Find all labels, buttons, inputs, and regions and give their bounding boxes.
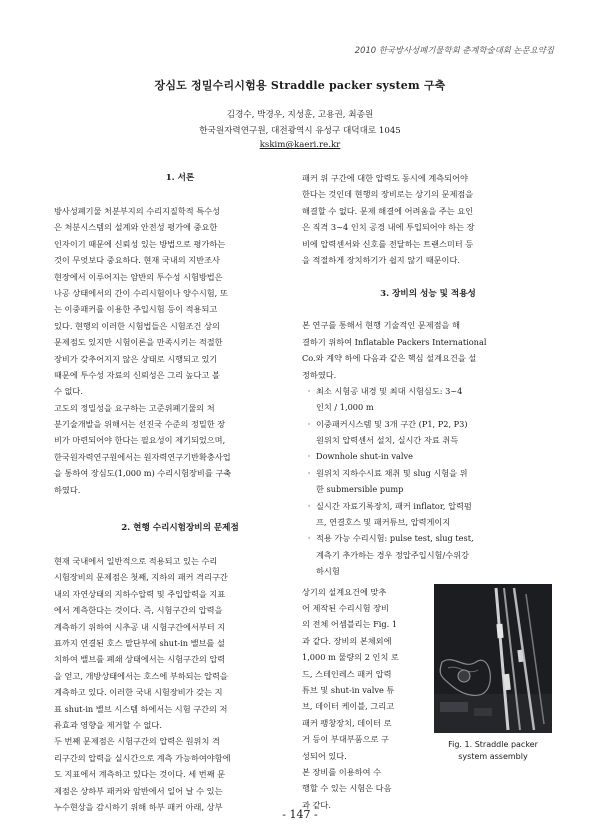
- text-line: 상기의 설계요건에 맞추: [302, 586, 387, 597]
- bullet-line: 인치 / 1,000 m: [316, 402, 374, 413]
- right-column: [302, 170, 554, 813]
- bullet-text: [316, 498, 472, 531]
- text-line: 을 통하여 장심도(1,000 m) 수리시험장비를 구축: [54, 468, 232, 479]
- text-line: 과 같다. 장비의 본체외에: [302, 635, 392, 646]
- text-line: 패커 팽창장치, 데이터 로: [302, 717, 392, 728]
- text-line: 고도의 정밀성을 요구하는 고준위폐기물의 처: [54, 402, 215, 413]
- intro-paragraph-2: [54, 400, 306, 498]
- requirement-bullet: [302, 498, 554, 531]
- text-line: 정하였다.: [302, 369, 337, 380]
- text-line: 방사성폐기물 처분부지의 수리지질학적 특수성: [54, 206, 220, 216]
- affiliation: 한국원자력연구원, 대전광역시 유성구 대덕대로 1045: [199, 126, 401, 136]
- performance-paragraph-1: [302, 317, 554, 383]
- text-line: 리구간의 압력을 실시간으로 계측 가능하여야함에: [54, 752, 231, 763]
- text-line: 거 등이 부대부품으로 구: [302, 734, 389, 745]
- text-line: 도 지표에서 계측하고 있다는 것이다. 세 번째 문: [54, 769, 226, 780]
- bullet-line: 원위치 지하수시료 채취 및 slug 시험을 위: [316, 467, 468, 478]
- problems-paragraph-1: [54, 553, 306, 733]
- text-line: 분기술개발을 위해서는 선진국 수준의 정밀한 장: [54, 419, 226, 430]
- text-line: 치하여 밸브를 폐쇄 상태에서는 시험구간의 압력: [54, 654, 226, 665]
- text-line: 본 연구를 통해서 현행 기술적인 문제점을 해: [302, 320, 460, 331]
- text-line: 있다. 현행의 이러한 시험법들은 시험조건 상의: [54, 320, 220, 331]
- text-line: 표 shut-in 밸브 시스템 하에서는 시험 구간의 저: [54, 703, 228, 714]
- text-line: 수 없다.: [54, 386, 83, 397]
- bullet-dot-icon: ·: [307, 467, 311, 478]
- text-line: 장비가 갖추어지지 않은 상태로 시행되고 있기: [54, 353, 218, 364]
- text-line: 하였다.: [54, 484, 81, 495]
- requirement-bullet: [302, 383, 554, 416]
- bullet-dot-icon: ·: [307, 500, 311, 511]
- text-line: 은 처분시스템의 설계와 안전성 평가에 중요한: [54, 222, 218, 233]
- bullet-text: [316, 448, 413, 464]
- text-line: 류효과 영향을 제거할 수 없다.: [54, 719, 162, 730]
- bullet-line: 이중패커시스템 및 3개 구간 (P1, P2, P3): [316, 418, 468, 429]
- text-line: 계측하기 위하여 시추공 내 시험구간에서부터 지: [54, 621, 226, 632]
- bullet-text: [316, 465, 468, 498]
- text-line: 현재 국내에서 일반적으로 적용되고 있는 수리: [54, 556, 218, 567]
- problems-paragraph-2: [54, 733, 306, 815]
- text-line: 나공 상태에서의 간이 수리시험이나 양수시험, 또: [54, 287, 228, 298]
- intro-paragraph-1: [54, 203, 306, 400]
- bullet-line: 적용 가능 수리시험: pulse test, slug test,: [316, 533, 474, 544]
- text-line: 본 장비를 이용하여 수: [302, 766, 381, 777]
- text-line: 시험장비의 문제점은 첫째, 지하의 패커 격리구간: [54, 572, 228, 583]
- straddle-packer-photo: [434, 584, 552, 733]
- text-line: 내의 자연상태의 지하수압력 및 주입압력을 지표: [54, 588, 226, 599]
- text-line: 비가 마련되어야 한다는 필요성이 제기되었으며,: [54, 435, 226, 446]
- bullet-line: 원위치 압력센서 설치, 실시간 자료 취득: [316, 435, 459, 446]
- text-line: 한국원자력연구원에서는 원자력연구기반확충사업: [54, 451, 231, 462]
- text-line: 에서 계측한다는 것이다. 즉, 시험구간의 압력을: [54, 605, 223, 616]
- text-line: 한다는 것인데 현행의 장비로는 상기의 문제점을: [302, 189, 474, 200]
- bullet-dot-icon: ·: [307, 533, 311, 544]
- text-line: 현장에서 이루어지는 암반의 투수성 시험방법은: [54, 271, 223, 282]
- requirement-bullet: [302, 530, 554, 579]
- bullet-line: Downhole shut-in valve: [316, 451, 413, 462]
- figure-caption-line-2: system assembly: [458, 751, 528, 761]
- section-heading-performance: 3. 장비의 성능 및 적용성: [380, 289, 476, 300]
- section-heading-problems: 2. 현행 수리시험장비의 문제점: [121, 523, 239, 534]
- text-line: 패커 위 구간에 대한 압력도 동시에 계측되어야: [302, 173, 468, 183]
- packer-assembly-image: [434, 584, 552, 733]
- text-line: 을 적절하게 장치하기가 쉽지 않기 때문이다.: [302, 254, 460, 265]
- text-line: 표까지 연결된 호스 말단부에 shut-in 밸브를 설: [54, 637, 225, 648]
- tests-paragraph: [302, 764, 554, 813]
- bullet-text: [316, 416, 468, 449]
- left-column: [54, 170, 306, 815]
- running-header: 2010 한국방사성폐기물학회 춘계학술대회 논문요약집: [354, 45, 554, 55]
- text-line: 결하기 위하여 Inflatable Packers International: [302, 336, 487, 347]
- text-line: 의 전체 어셈블리는 Fig. 1: [302, 619, 398, 630]
- section-heading-introduction: 1. 서론: [165, 173, 195, 183]
- text-line: 과 같다.: [302, 799, 331, 810]
- text-line: 을 얻고, 개방상태에서는 호스에 부하되는 압력을: [54, 670, 228, 681]
- text-line: 누수현상을 감시하기 위해 하부 패커 아래, 상부: [54, 801, 223, 812]
- bullet-text: [316, 383, 462, 416]
- author-email[interactable]: kskim@kaeri.re.kr: [259, 140, 341, 150]
- bullet-dot-icon: ·: [307, 418, 311, 429]
- text-line: 두 번째 문제점은 시험구간의 압력은 원위치 격: [54, 736, 220, 747]
- text-line: 것이 무엇보다 중요하다. 현재 국내의 지반조사: [54, 255, 220, 266]
- bullet-dot-icon: ·: [307, 385, 311, 396]
- figure-wrap-area: [302, 584, 554, 813]
- design-requirements-list: [302, 383, 554, 580]
- text-line: 어 제작된 수리시험 장비: [302, 603, 389, 613]
- bullet-line: 하시험: [316, 566, 340, 577]
- text-line: 문제점도 있지만 시험이론을 만족시키는 적절한: [54, 337, 223, 348]
- text-line: 브, 데이터 케이블, 그리고: [302, 701, 395, 712]
- figure-caption-line-1: Fig. 1. Straddle packer: [448, 739, 538, 749]
- bullet-text: [316, 530, 474, 579]
- paper-title: 장심도 정밀수리시험용 Straddle packer system 구축: [154, 79, 446, 92]
- text-line: 비에 압력센서와 신호를 전달하는 트랜스미터 등: [302, 238, 474, 249]
- text-line: 는 이중패커를 이용한 주입시험 등이 적용되고: [54, 304, 218, 315]
- page-number: - 147 -: [282, 808, 318, 821]
- text-line: 인자이기 때문에 신뢰성 있는 방법으로 평가하는: [54, 238, 226, 249]
- text-line: 튜브 및 shut-in valve 튜: [302, 684, 395, 695]
- text-line: 행할 수 있는 시험은 다음: [302, 783, 392, 794]
- author-list: 김경수, 박경우, 지성훈, 고용권, 최종원: [226, 110, 374, 120]
- text-line: 해결할 수 없다. 문제 해결에 어려움을 주는 요인: [302, 205, 474, 216]
- text-line: 때문에 투수성 자료의 신뢰성은 그리 높다고 볼: [54, 369, 220, 380]
- text-line: 드, 스테인레스 패커 압력: [302, 668, 392, 679]
- requirement-bullet: [302, 465, 554, 498]
- bullet-line: 실시간 자료기록장치, 패커 inflator, 압력펌: [316, 500, 472, 511]
- bullet-line: 프, 연결호스 및 패커튜브, 압력게이지: [316, 517, 451, 528]
- text-line: Co.와 계약 하에 다음과 같은 핵심 설계요건을 설: [302, 353, 477, 364]
- text-line: 은 직격 3~4 인치 공경 내에 투입되어야 하는 장: [302, 222, 475, 233]
- bullet-dot-icon: ·: [307, 451, 311, 462]
- requirement-bullet: [302, 448, 554, 464]
- requirement-bullet: [302, 416, 554, 449]
- bullet-line: 최소 시험공 내경 및 최대 시험심도: 3~4: [316, 385, 463, 396]
- text-line: 1,000 m 물량의 2 인치 로: [302, 652, 399, 663]
- text-line: 성되어 있다.: [302, 750, 347, 761]
- text-line: 계측하고 있다. 이러한 국내 시험장비가 갖는 지: [54, 687, 223, 698]
- bullet-line: 계측기 추가하는 경우 정압주입시험/수위강: [316, 549, 469, 560]
- bullet-line: 한 submersible pump: [316, 484, 404, 495]
- text-line: 제점은 상하부 패커와 암반에서 일어 날 수 있는: [54, 785, 223, 796]
- problems-paragraph-continued: [302, 170, 554, 268]
